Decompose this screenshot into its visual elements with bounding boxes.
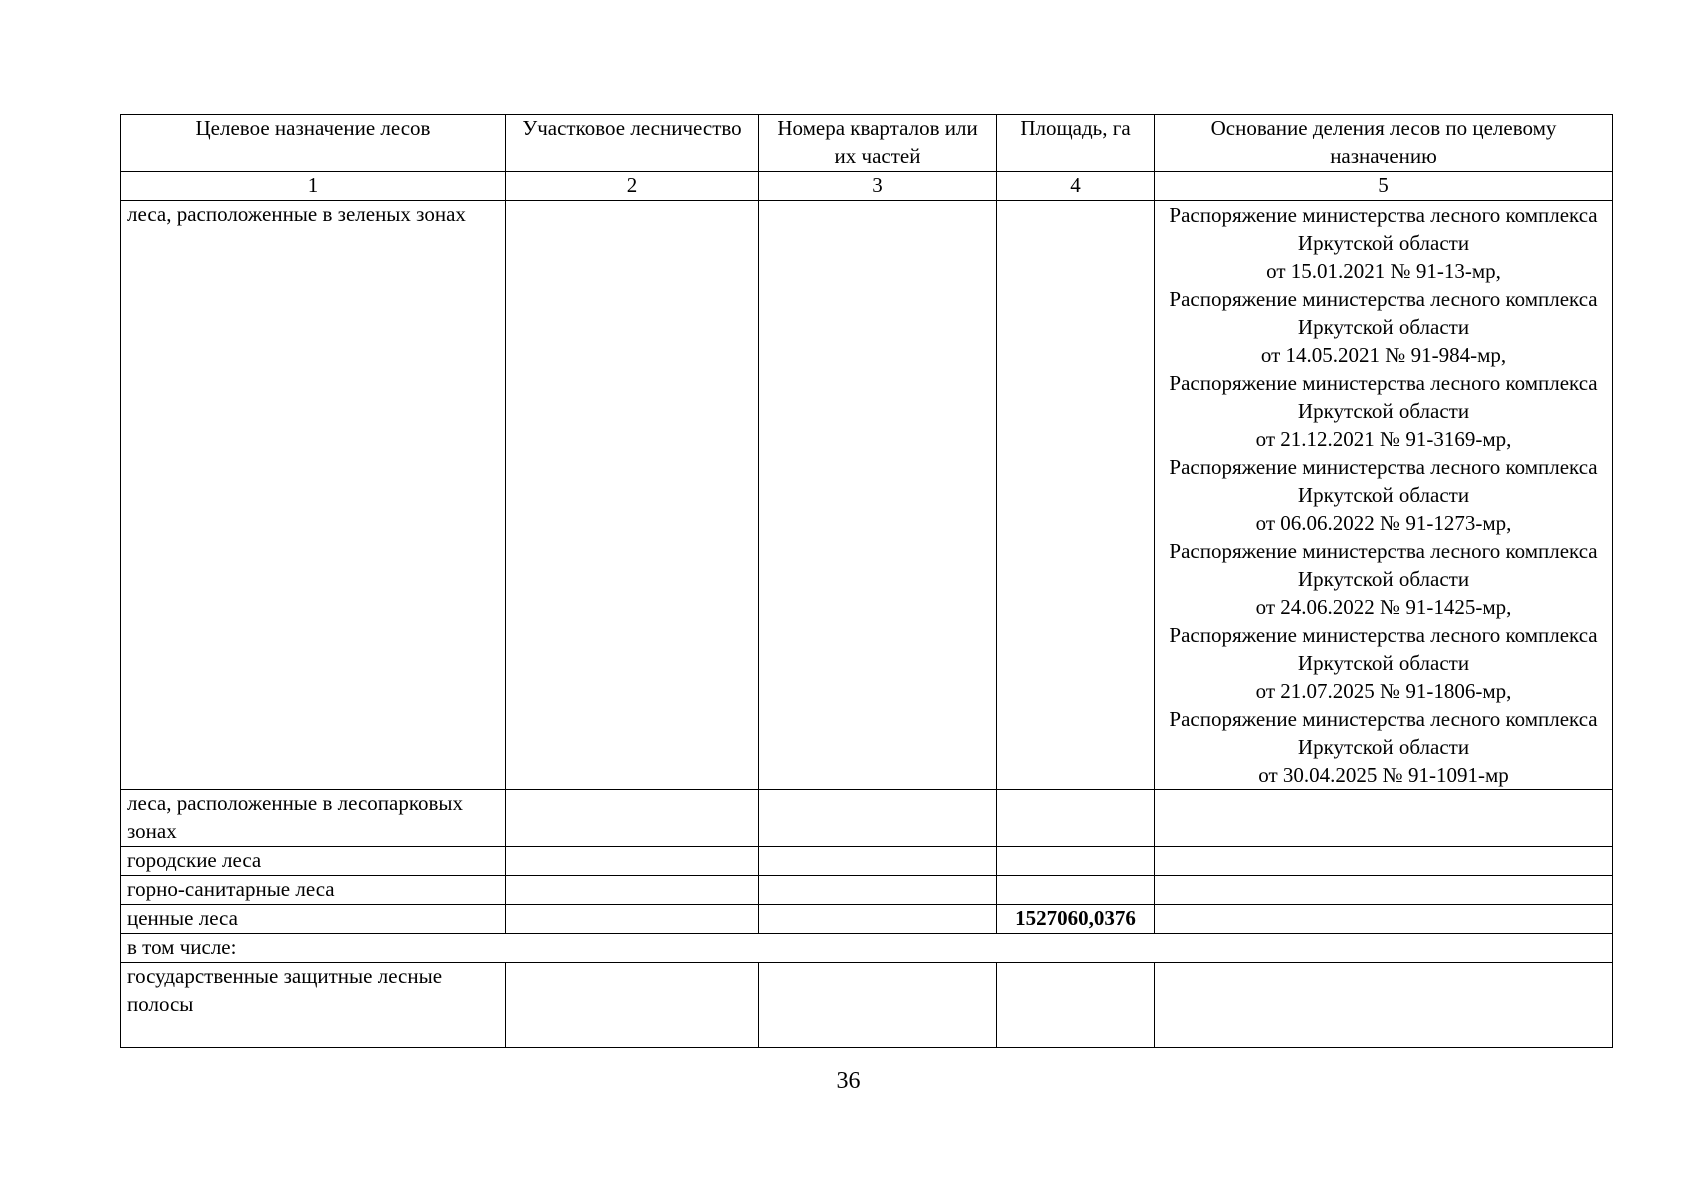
forest-purpose-table [120, 114, 1613, 1048]
area-cell [997, 789, 1155, 846]
basis-order: Распоряжение министерства лесного комплекса Иркутской области [1169, 538, 1598, 591]
basis-cell [1155, 846, 1613, 875]
header-area: Площадь, га [997, 115, 1155, 172]
page-number: 36 [836, 1068, 861, 1094]
table-row [121, 789, 1613, 846]
area-cell [997, 875, 1155, 904]
subheading-cell: в том числе: [121, 933, 1613, 962]
purpose-cell: горно-санитарные леса [121, 875, 506, 904]
area-cell: 1527060,0376 [997, 904, 1155, 933]
header-basis: Основание деления лесов по целевому назначению [1155, 115, 1613, 172]
basis-order-date: от 15.01.2021 № 91-13-мр, [1266, 258, 1501, 283]
basis-order-date: от 30.04.2025 № 91-1091-мр [1258, 762, 1509, 787]
basis-cell [1155, 789, 1613, 846]
basis-cell [1155, 875, 1613, 904]
quarters-cell [759, 962, 997, 1047]
table-row [121, 933, 1613, 962]
purpose-cell: леса, расположенные в лесопарковых зонах [121, 789, 506, 846]
basis-order: Распоряжение министерства лесного комплекса Иркутской области [1169, 622, 1598, 675]
column-number: 3 [759, 172, 997, 201]
column-number: 1 [121, 172, 506, 201]
table-row [121, 875, 1613, 904]
quarters-cell [759, 904, 997, 933]
basis-order: Распоряжение министерства лесного комплекса Иркутской области [1169, 286, 1598, 339]
basis-order-date: от 14.05.2021 № 91-984-мр, [1260, 342, 1507, 367]
basis-order: Распоряжение министерства лесного комплекса Иркутской области [1169, 370, 1598, 423]
forestry-cell [506, 846, 759, 875]
basis-order-date: от 21.07.2025 № 91-1806-мр, [1255, 678, 1512, 703]
basis-order: Распоряжение министерства лесного комплекса Иркутской области [1169, 454, 1598, 507]
basis-cell [1155, 200, 1613, 789]
area-cell [997, 846, 1155, 875]
header-forestry: Участковое лесничество [506, 115, 759, 172]
column-number-row [121, 172, 1613, 201]
basis-cell [1155, 962, 1613, 1047]
basis-order-date: от 21.12.2021 № 91-3169-мр, [1255, 426, 1512, 451]
forestry-cell [506, 200, 759, 789]
quarters-cell [759, 846, 997, 875]
forestry-cell [506, 962, 759, 1047]
forestry-cell [506, 789, 759, 846]
table-row [121, 904, 1613, 933]
quarters-cell [759, 875, 997, 904]
basis-order-date: от 24.06.2022 № 91-1425-мр, [1255, 594, 1512, 619]
purpose-cell: государственные защитные лесные полосы [121, 962, 506, 1047]
purpose-cell: ценные леса [121, 904, 506, 933]
quarters-cell [759, 200, 997, 789]
quarters-cell [759, 789, 997, 846]
area-cell [997, 200, 1155, 789]
table-row [121, 200, 1613, 789]
basis-cell [1155, 904, 1613, 933]
forestry-cell [506, 875, 759, 904]
purpose-cell: леса, расположенные в зеленых зонах [121, 200, 506, 789]
forestry-cell [506, 904, 759, 933]
header-row [121, 115, 1613, 172]
header-quarters: Номера кварталов или их частей [759, 115, 997, 172]
header-purpose: Целевое назначение лесов [121, 115, 506, 172]
area-cell [997, 962, 1155, 1047]
basis-order-date: от 06.06.2022 № 91-1273-мр, [1255, 510, 1512, 535]
purpose-cell: городские леса [121, 846, 506, 875]
table-row [121, 846, 1613, 875]
table-row [121, 962, 1613, 1047]
column-number: 5 [1155, 172, 1613, 201]
basis-order: Распоряжение министерства лесного комплекса Иркутской области [1169, 706, 1598, 759]
basis-order: Распоряжение министерства лесного комплекса Иркутской области [1169, 202, 1598, 255]
column-number: 4 [997, 172, 1155, 201]
column-number: 2 [506, 172, 759, 201]
